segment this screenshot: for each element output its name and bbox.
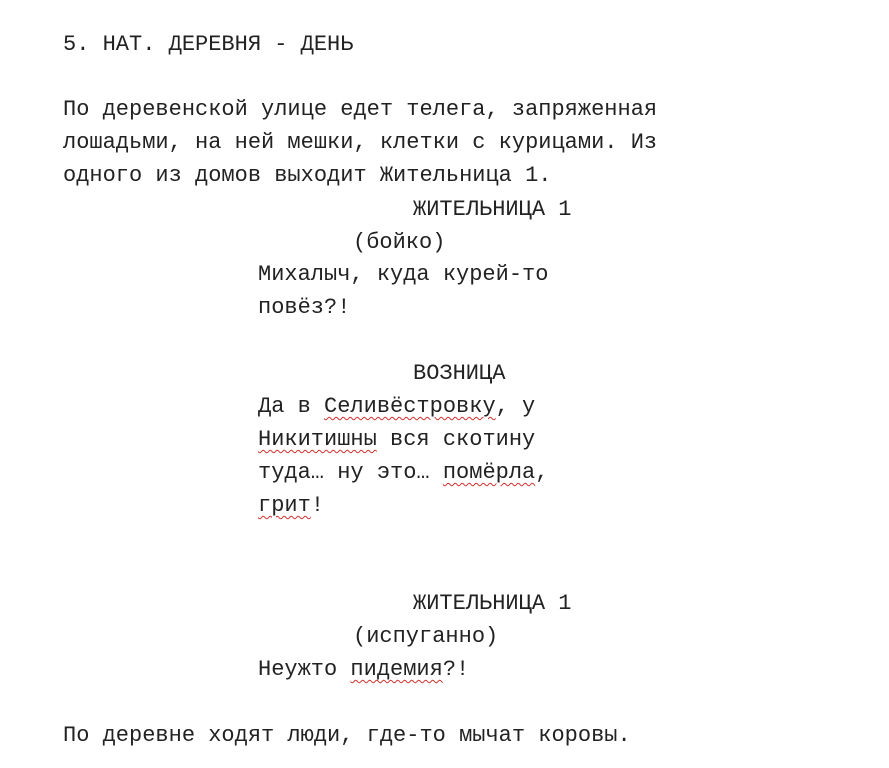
dialogue-line [258, 489, 324, 522]
dialogue-line: повёз?! [258, 295, 351, 320]
action-line: лошадьми, на ней мешки, клетки с курицами. Из [63, 130, 658, 155]
dialogue-line [258, 390, 535, 423]
parenthetical: (испуганно) [353, 624, 499, 649]
misspelled-word[interactable]: помёрла [442, 460, 536, 485]
scene-heading: 5. НАТ. ДЕРЕВНЯ - ДЕНЬ [63, 32, 354, 57]
dialogue-text: , у [495, 394, 536, 419]
misspelled-word[interactable]: Селивёстровку [324, 394, 496, 419]
dialogue-text: ! [310, 493, 325, 518]
dialogue-text: Неужто [258, 657, 351, 682]
dialogue-text: Да в [258, 394, 325, 419]
character-name: ЖИТЕЛЬНИЦА 1 [413, 591, 572, 616]
misspelled-word[interactable]: пидемия [350, 657, 443, 682]
dialogue-text: , [535, 460, 549, 485]
dialogue-line [258, 653, 469, 686]
action-line: По деревне ходят люди, где-то мычат коровы. [63, 723, 631, 748]
dialogue-line [258, 423, 535, 456]
dialogue-text: вся скотину [376, 427, 536, 452]
dialogue-line: Михалыч, куда курей-то [258, 262, 549, 287]
character-name: ЖИТЕЛЬНИЦА 1 [413, 197, 572, 222]
action-line: одного из домов выходит Жительница 1. [63, 163, 552, 188]
dialogue-text: ?! [442, 657, 470, 682]
dialogue-text: туда… ну это… [258, 460, 443, 485]
character-name: ВОЗНИЦА [413, 361, 506, 386]
action-line: По деревенской улице едет телега, запряженная [63, 97, 658, 122]
parenthetical: (бойко) [353, 230, 446, 255]
misspelled-word[interactable]: Никитишны [258, 427, 377, 452]
dialogue-line [258, 456, 548, 489]
misspelled-word[interactable]: грит [258, 493, 311, 518]
